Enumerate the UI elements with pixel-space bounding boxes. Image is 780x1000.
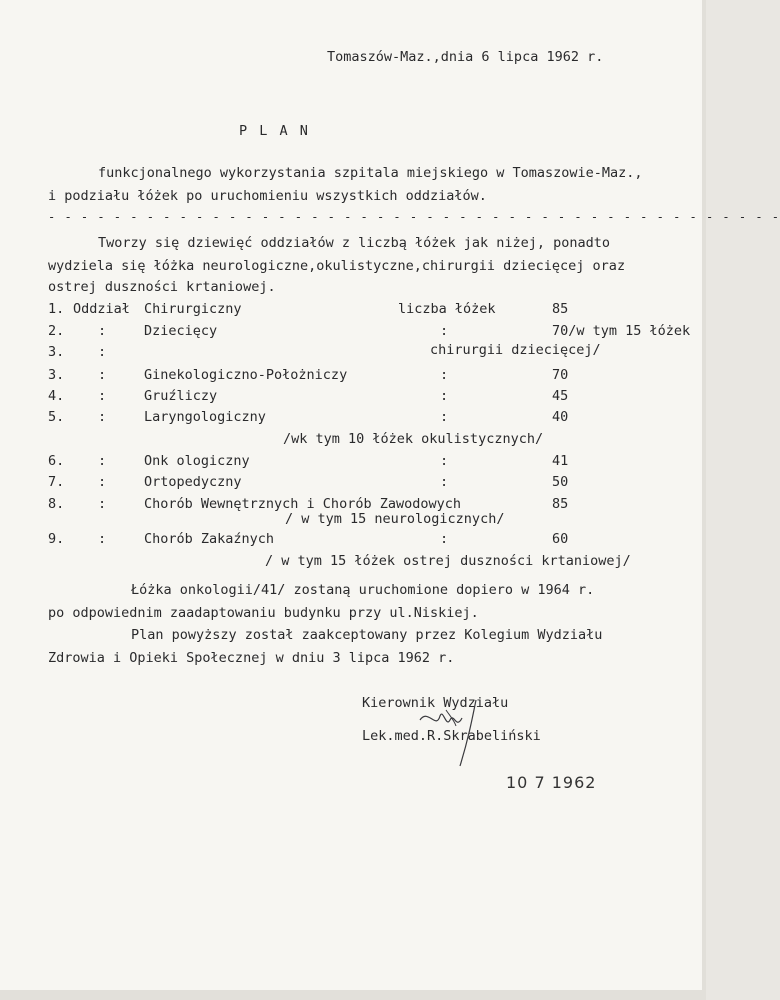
row-colon: :: [440, 409, 449, 425]
intro-line-2: wydziela się łóżka neurologiczne,okulistyczne,chirurgii dziecięcej oraz: [48, 258, 626, 274]
intro-line-3: ostrej duszności krtaniowej.: [48, 279, 276, 295]
row-number: 5.: [48, 409, 65, 425]
row-number: 8.: [48, 496, 65, 512]
ward-name: Gruźliczy: [144, 388, 218, 404]
date-stamp: 10 7 1962: [506, 773, 597, 792]
row-prefix: :: [98, 474, 107, 490]
row-note: chirurgii dziecięcej/: [430, 342, 601, 358]
dashed-separator: - - - - - - - - - - - - - - - - - - - - - - - - - - - - - - - - - - - - - - - - - - - - -: [48, 210, 780, 224]
signature-name: Lek.med.R.Skrabeliński: [362, 728, 541, 744]
bed-count: 60: [552, 531, 569, 547]
bed-count: 85: [552, 301, 569, 317]
ward-name: Onk ologiczny: [144, 453, 250, 469]
row-number: 3.: [48, 344, 65, 360]
ward-name: Chirurgiczny: [144, 301, 242, 317]
row-prefix: :: [98, 453, 107, 469]
row-number: 9.: [48, 531, 65, 547]
row-note: / w tym 15 neurologicznych/: [285, 511, 505, 527]
row-colon: :: [440, 388, 449, 404]
row-colon: :: [440, 367, 449, 383]
bed-count: 40: [552, 409, 569, 425]
row-note: /wk tym 10 łóżek okulistycznych/: [283, 431, 544, 447]
place-date: Tomaszów-Maz.,dnia 6 lipca 1962 r.: [327, 49, 604, 65]
row-number: 2.: [48, 323, 65, 339]
row-number: 7.: [48, 474, 65, 490]
subtitle-line-1: funkcjonalnego wykorzystania szpitala miejskiego w Tomaszowie-Maz.,: [98, 165, 643, 181]
ward-name: Chorób Wewnętrznych i Chorób Zawodowych: [144, 496, 461, 512]
row-prefix: :: [98, 531, 107, 547]
row-prefix: :: [98, 344, 107, 360]
ward-name: Chorób Zakaźnych: [144, 531, 275, 547]
row-prefix: :: [98, 323, 107, 339]
row-colon: :: [440, 531, 449, 547]
row-prefix: :: [98, 409, 107, 425]
row-prefix: :: [98, 496, 107, 512]
row-number: 1.: [48, 301, 65, 317]
row-number: 3.: [48, 367, 65, 383]
closing-line-4: Zdrowia i Opieki Społecznej w dniu 3 lipca 1962 r.: [48, 650, 455, 666]
row-colon: :: [440, 323, 449, 339]
handwritten-signature: [410, 690, 490, 770]
closing-line-2: po odpowiednim zaadaptowaniu budynku przy ul.Niskiej.: [48, 605, 479, 621]
document-title: P L A N: [239, 123, 310, 139]
bed-count: 70/w tym 15 łóżek: [552, 323, 691, 339]
closing-line-3: Plan powyższy został zaakceptowany przez Kolegium Wydziału: [131, 627, 603, 643]
ward-name: Laryngologiczny: [144, 409, 266, 425]
row-prefix: :: [98, 367, 107, 383]
page-bottom-edge: [0, 990, 706, 1000]
intro-line-1: Tworzy się dziewięć oddziałów z liczbą łóżek jak niżej, ponadto: [98, 235, 611, 251]
bed-count: 45: [552, 388, 569, 404]
row-prefix: :: [98, 388, 107, 404]
bed-count: 50: [552, 474, 569, 490]
signature-role: Kierownik Wydziału: [362, 695, 509, 711]
row-number: 4.: [48, 388, 65, 404]
ward-name: Dziecięcy: [144, 323, 218, 339]
ward-name: Ortopedyczny: [144, 474, 242, 490]
closing-line-1: Łóżka onkologii/41/ zostaną uruchomione dopiero w 1964 r.: [131, 582, 595, 598]
row-prefix: Oddział: [73, 301, 130, 317]
bed-count: 41: [552, 453, 569, 469]
subtitle-line-2: i podziału łóżek po uruchomieniu wszystkich oddziałów.: [48, 188, 487, 204]
row-note: / w tym 15 łóżek ostrej duszności krtaniowej/: [265, 553, 631, 569]
row-colon: :: [440, 474, 449, 490]
ward-name: Ginekologiczno-Położniczy: [144, 367, 348, 383]
bed-count: 85: [552, 496, 569, 512]
row-colon: :: [440, 453, 449, 469]
row-number: 6.: [48, 453, 65, 469]
paper-edge: [702, 0, 706, 1000]
bed-count: 70: [552, 367, 569, 383]
row-colon: liczba łóżek: [398, 301, 496, 317]
